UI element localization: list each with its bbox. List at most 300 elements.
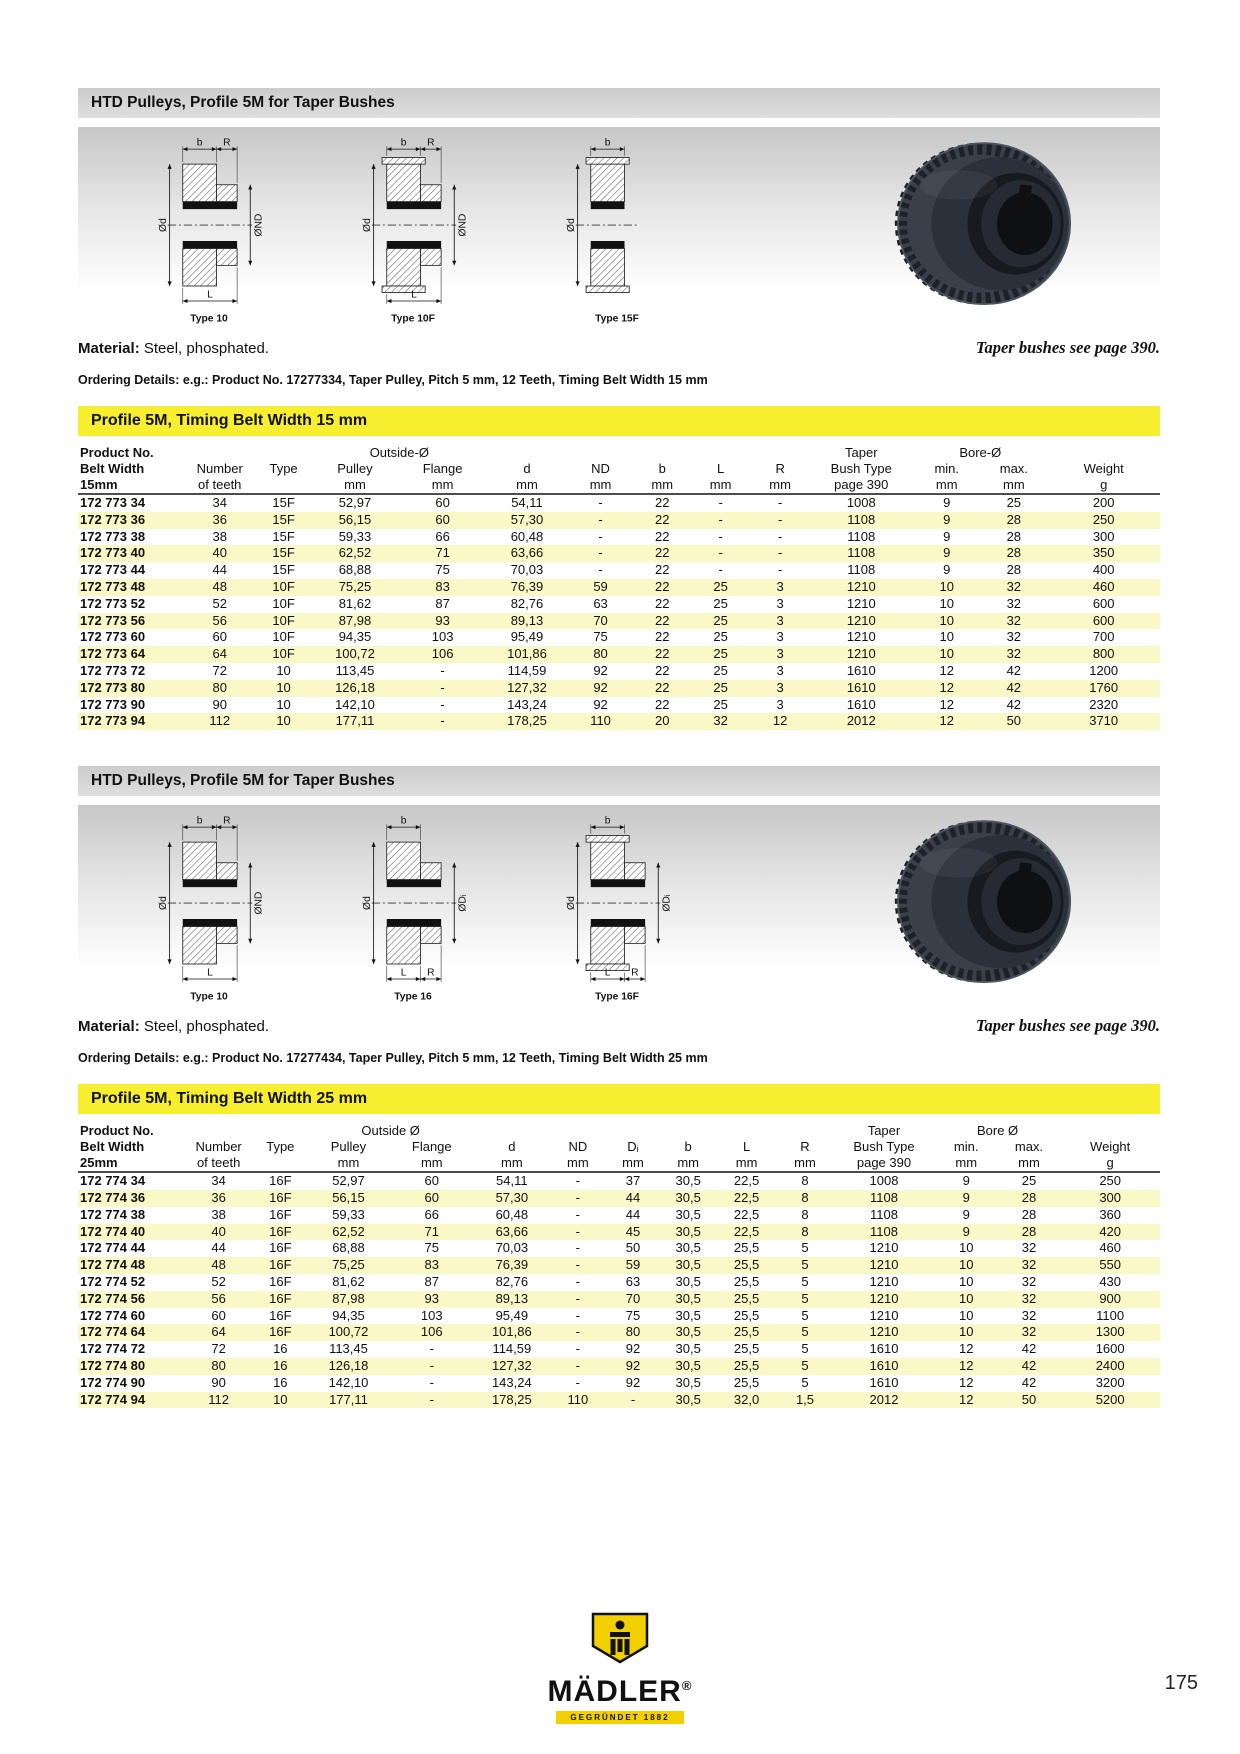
column-header: Pulley [337, 461, 373, 476]
cell: 76,39 [495, 1257, 529, 1273]
column-header: b [658, 461, 666, 476]
column-header: mm [606, 1155, 660, 1172]
cell: 113,45 [329, 1341, 368, 1357]
cell: 82,76 [510, 595, 544, 611]
cell: 114,59 [507, 662, 547, 678]
cell: 28 [1006, 562, 1022, 578]
product-no-cell: 172 773 64 [80, 646, 146, 662]
header-row [78, 1139, 1160, 1155]
column-header [487, 445, 809, 461]
column-header: Bush Type [853, 1139, 915, 1155]
cell: 32 [1021, 1273, 1037, 1289]
cell: 22 [654, 662, 670, 678]
cell: 30,5 [675, 1257, 701, 1273]
pulley-photo-graphic [879, 133, 1104, 318]
cell: 112 [209, 713, 231, 729]
cell: 10 [939, 612, 954, 628]
column-header: of teeth [184, 477, 255, 494]
pulley-cross-section [542, 126, 692, 326]
spec-table [78, 1123, 1160, 1408]
cell: 22 [654, 646, 670, 662]
cell: 50 [1006, 713, 1022, 729]
cell: 2400 [1095, 1357, 1125, 1373]
column-header: page 390 [809, 477, 913, 494]
cell: - [429, 1374, 434, 1390]
cell: 10 [276, 662, 291, 678]
cell: 93 [435, 612, 450, 628]
spec-table [78, 445, 1160, 730]
table-row [78, 1224, 1160, 1241]
cell: 22 [654, 612, 670, 628]
dim-label: b [604, 136, 611, 148]
column-header [1060, 1123, 1160, 1139]
cell: 60 [211, 1307, 226, 1323]
cell: 60 [424, 1189, 439, 1205]
cell: - [598, 528, 603, 544]
table-row [78, 1392, 1160, 1409]
cell: 60,48 [510, 528, 544, 544]
cell: 1108 [847, 528, 876, 544]
column-header: mm [390, 1155, 474, 1172]
technical-drawings [78, 126, 692, 331]
cell: 1210 [869, 1290, 899, 1306]
cell: 25,5 [733, 1374, 760, 1390]
table-row [78, 1190, 1160, 1207]
dim-label: b [196, 136, 203, 148]
cell: 60 [435, 511, 450, 527]
cell: 25 [1021, 1173, 1037, 1189]
material-label: Material: [78, 340, 140, 357]
cell: 63 [625, 1273, 641, 1289]
column-header: ND [591, 461, 610, 476]
product-no-cell: 172 773 90 [80, 696, 146, 712]
cell: 10 [958, 1273, 974, 1289]
product-no-cell: 172 773 36 [80, 511, 146, 527]
column-header: of teeth [184, 1155, 253, 1172]
cell: 10F [272, 646, 295, 662]
column-header: Type [266, 1139, 295, 1155]
table-title-bar [78, 1084, 1160, 1114]
cell: 36 [211, 1189, 226, 1205]
drawing-type-10f [338, 126, 488, 331]
cell: 1108 [847, 545, 876, 561]
cell: 25 [713, 578, 728, 594]
cell: 82,76 [495, 1273, 529, 1289]
product-no-cell: 172 774 38 [80, 1206, 146, 1222]
cell: 80 [593, 646, 608, 662]
column-header: Weight [1083, 461, 1124, 476]
cell: 72 [212, 662, 227, 678]
registered-mark: ® [681, 1678, 693, 1693]
spec-table-25mm [78, 1123, 1160, 1408]
dim-label: R [223, 815, 231, 827]
cell: 16 [273, 1374, 288, 1390]
column-header [255, 477, 311, 494]
column-header: Type [269, 461, 298, 476]
founded-ribbon: GEGRÜNDET 1882 [556, 1711, 683, 1724]
page-number: 175 [1164, 1672, 1198, 1694]
cell: 101,86 [491, 1324, 532, 1340]
table-row [78, 1274, 1160, 1291]
cell: 16F [269, 1257, 292, 1273]
cell: 2320 [1089, 696, 1119, 712]
cell: 12 [939, 679, 954, 695]
cell: 110 [590, 713, 611, 729]
cell: 103 [431, 629, 454, 645]
cell: 22,5 [733, 1206, 760, 1222]
cell: 10 [939, 595, 954, 611]
cell: 5 [801, 1240, 809, 1256]
cell: 106 [431, 646, 454, 662]
cell: 20 [654, 713, 670, 729]
cell: 60,48 [495, 1206, 529, 1222]
cell: 3 [776, 696, 784, 712]
technical-drawings [78, 804, 692, 1009]
table-row [78, 512, 1160, 529]
cell: 87,98 [332, 1290, 365, 1306]
table-row [78, 1207, 1160, 1224]
column-header: mm [751, 477, 809, 494]
cell: 30,5 [675, 1173, 701, 1189]
cell: 32 [1006, 646, 1022, 662]
cell: 42 [1006, 662, 1022, 678]
cell: - [575, 1273, 580, 1289]
cell: 57,30 [510, 511, 544, 527]
cell: 48 [211, 1257, 226, 1273]
table-row [78, 1172, 1160, 1190]
dim-label: ØDᵢ [661, 894, 673, 912]
cell: 1108 [869, 1189, 898, 1205]
cell: 420 [1099, 1223, 1122, 1239]
table-row [78, 1291, 1160, 1308]
cell: 5 [801, 1324, 809, 1340]
cell: 34 [211, 1173, 226, 1189]
cell: 3200 [1095, 1374, 1125, 1390]
cell: 90 [211, 1374, 226, 1390]
cell: - [630, 1391, 636, 1407]
cell: 22 [654, 578, 670, 594]
column-header: R [775, 461, 785, 476]
table-row [78, 1358, 1160, 1375]
cell: 3 [776, 612, 784, 628]
dim-label: Ød [565, 217, 577, 232]
dim-label: L [604, 966, 611, 978]
column-header: page 390 [833, 1155, 935, 1172]
cell: 22 [654, 629, 670, 645]
cell: 25,5 [733, 1240, 760, 1256]
cell: 30,5 [675, 1273, 701, 1289]
header-row [78, 461, 1160, 477]
cell: 600 [1092, 612, 1115, 628]
cell: 30,5 [675, 1206, 701, 1222]
cell: 37 [625, 1173, 641, 1189]
cell: 106 [420, 1324, 443, 1340]
cell: 1008 [869, 1173, 899, 1189]
cell: 142,10 [328, 1374, 369, 1390]
column-header: mm [312, 477, 399, 494]
cell: 32,0 [733, 1391, 760, 1407]
cell: 10 [958, 1290, 974, 1306]
cell: 10F [272, 578, 295, 594]
cell: 44 [625, 1189, 641, 1205]
column-header: mm [777, 1155, 833, 1172]
cell: 5 [801, 1341, 809, 1357]
cell: - [718, 511, 723, 527]
cell: 12 [958, 1391, 974, 1407]
product-no-cell: 172 773 52 [80, 595, 146, 611]
madler-emblem-icon [591, 1612, 649, 1664]
cell: 9 [943, 545, 951, 561]
cell: 178,25 [507, 713, 547, 729]
cell: 16F [269, 1189, 292, 1205]
cell: 1610 [869, 1341, 899, 1357]
cell: 32 [1006, 612, 1022, 628]
cell: 200 [1092, 495, 1115, 510]
product-no-cell: 172 773 38 [80, 528, 146, 544]
column-header: Bore Ø [976, 1123, 1019, 1139]
cell: - [598, 511, 603, 527]
cell: 25,5 [733, 1324, 760, 1340]
cell: 600 [1092, 595, 1115, 611]
product-no-cell: 172 773 44 [80, 562, 146, 578]
column-header: mm [307, 1155, 389, 1172]
cell: 3710 [1089, 713, 1119, 729]
cell: 22 [654, 679, 670, 695]
product-no-cell: 172 774 60 [80, 1307, 146, 1323]
cell: 10F [272, 629, 295, 645]
cell: 1210 [869, 1307, 899, 1323]
cell: 81,62 [338, 595, 372, 611]
cell: 70,03 [510, 562, 544, 578]
cell: 81,62 [332, 1273, 365, 1289]
column-header: Belt Width [80, 461, 145, 476]
cell: 30,5 [675, 1341, 701, 1357]
cell: 44 [625, 1206, 641, 1222]
cell: 62,52 [338, 545, 372, 561]
cell: 32 [1021, 1240, 1037, 1256]
cell: - [440, 696, 445, 712]
column-header: Belt Width [80, 1139, 145, 1155]
cell: 900 [1099, 1290, 1122, 1306]
product-no-cell: 172 773 72 [80, 662, 146, 678]
cell: - [440, 662, 445, 678]
column-header [253, 1155, 307, 1172]
dim-label: R [427, 966, 435, 978]
cell: 66 [424, 1206, 439, 1222]
cell: 94,35 [332, 1307, 365, 1323]
column-header: Number [196, 461, 243, 476]
cell: 80 [211, 1357, 226, 1373]
cell: 1610 [846, 662, 876, 678]
product-no-cell: 172 774 44 [80, 1240, 146, 1256]
drawing-caption: Type 16 [394, 991, 432, 1003]
dim-label: L [207, 966, 213, 978]
cell: 32 [1021, 1257, 1037, 1273]
cell: 2012 [846, 713, 876, 729]
section-header-bar [78, 766, 1160, 796]
cell: - [575, 1341, 580, 1357]
column-header [184, 445, 312, 461]
cell: 80 [212, 679, 227, 695]
cell: 1108 [869, 1223, 898, 1239]
cell: 5 [801, 1273, 809, 1289]
drawing-type-10 [134, 804, 284, 1009]
taper-bush-note: Taper bushes see page 390. [975, 338, 1160, 357]
column-header [1047, 445, 1160, 461]
cell: 100,72 [335, 646, 375, 662]
cell: 1108 [869, 1206, 898, 1222]
cell: 12 [939, 696, 954, 712]
cell: 68,88 [332, 1240, 365, 1256]
cell: 8 [801, 1223, 809, 1239]
cell: 92 [625, 1357, 641, 1373]
cell: 2012 [869, 1391, 899, 1407]
section-title: HTD Pulleys, Profile 5M for Taper Bushes [91, 772, 395, 790]
product-no-cell: 172 773 34 [80, 495, 146, 510]
cell: 110 [567, 1391, 589, 1407]
cell: 1210 [846, 578, 876, 594]
column-header: mm [998, 1155, 1061, 1172]
column-header: Flange [422, 461, 463, 476]
cell: 5 [801, 1357, 809, 1373]
cell: - [598, 562, 603, 578]
cell: 25,5 [733, 1357, 760, 1373]
cell: 8 [801, 1173, 809, 1189]
cell: 10 [939, 629, 954, 645]
cell: 30,5 [675, 1290, 701, 1306]
column-header: mm [660, 1155, 716, 1172]
cell: 94,35 [338, 629, 372, 645]
cell: 101,86 [507, 646, 547, 662]
column-header: Number [195, 1139, 242, 1155]
cell: 25 [713, 629, 728, 645]
cell: 76,39 [510, 578, 544, 594]
product-no-cell: 172 774 56 [80, 1290, 146, 1306]
cell: - [575, 1290, 580, 1306]
cell: 1,5 [795, 1391, 815, 1407]
cell: 8 [801, 1206, 809, 1222]
cell: 42 [1021, 1341, 1037, 1357]
cell: 350 [1092, 545, 1115, 561]
cell: 92 [593, 662, 608, 678]
material-value: Steel, phosphated. [143, 1018, 269, 1036]
column-header: mm [716, 1155, 777, 1172]
cell: 54,11 [496, 1173, 528, 1189]
cell: 1760 [1089, 679, 1119, 695]
dim-label: ØND [253, 213, 265, 237]
cell: 48 [212, 578, 227, 594]
header-row [78, 1123, 1160, 1139]
cell: 22 [654, 528, 670, 544]
column-header [474, 1123, 833, 1139]
cell: 10F [272, 595, 295, 611]
column-header: d [508, 1139, 516, 1155]
cell: 25,5 [733, 1257, 760, 1273]
cell: 60 [424, 1173, 439, 1189]
cell: 32 [1021, 1290, 1037, 1306]
column-header: mm [567, 477, 634, 494]
cell: 5200 [1095, 1391, 1125, 1407]
table-title: Profile 5M, Timing Belt Width 25 mm [91, 1090, 368, 1108]
cell: 177,11 [335, 713, 375, 729]
cell: 1008 [846, 495, 876, 510]
cell: - [575, 1357, 580, 1373]
cell: 12 [958, 1357, 974, 1373]
cell: 44 [212, 562, 227, 578]
cell: 5 [801, 1290, 809, 1306]
drawing-caption: Type 10F [391, 313, 435, 325]
cell: 1610 [846, 696, 876, 712]
product-no-cell: 172 774 72 [80, 1341, 146, 1357]
column-header: Taper [845, 445, 878, 460]
cell: - [575, 1223, 580, 1239]
material-label: Material: [78, 1018, 140, 1036]
cell: 22 [654, 511, 670, 527]
cell: 45 [625, 1223, 641, 1239]
cell: 92 [593, 696, 608, 712]
cell: 30,5 [675, 1391, 701, 1407]
cell: 83 [424, 1257, 439, 1273]
cell: 59,33 [338, 528, 372, 544]
cell: - [777, 562, 783, 578]
cell: 44 [211, 1240, 226, 1256]
cell: 30,5 [675, 1189, 701, 1205]
cell: 28 [1021, 1223, 1037, 1239]
table-row [78, 1375, 1160, 1392]
section-header-bar [78, 88, 1160, 118]
cell: 9 [962, 1223, 970, 1239]
cell: 25 [713, 595, 728, 611]
cell: 3 [776, 646, 784, 662]
material-row [78, 1015, 1160, 1038]
cell: 12 [772, 713, 788, 729]
cell: 28 [1006, 545, 1022, 561]
cell: 1100 [1096, 1307, 1125, 1323]
cell: 114,59 [492, 1341, 532, 1357]
dim-label: b [196, 815, 203, 827]
cell: 62,52 [332, 1223, 365, 1239]
cell: 25,5 [733, 1341, 760, 1357]
cell: 5 [801, 1257, 809, 1273]
cell: 1600 [1095, 1341, 1125, 1357]
table-row [78, 613, 1160, 630]
cell: 90 [212, 696, 227, 712]
cell: 80 [625, 1324, 641, 1340]
table-row [78, 629, 1160, 646]
cell: 1200 [1089, 662, 1119, 678]
dim-label: Ød [157, 895, 169, 910]
cell: 32 [1006, 595, 1022, 611]
cell: 16F [269, 1240, 292, 1256]
cell: 300 [1092, 528, 1115, 544]
cell: 9 [943, 528, 951, 544]
spec-table-15mm [78, 445, 1160, 730]
cell: 113,45 [335, 662, 375, 678]
cell: - [777, 528, 783, 544]
dim-label: ØDᵢ [457, 894, 469, 912]
cell: 10 [958, 1257, 974, 1273]
cell: 75,25 [338, 578, 372, 594]
cell: - [777, 495, 783, 510]
cell: 25,5 [733, 1307, 760, 1323]
ordering-details: Ordering Details: e.g.: Product No. 17277434, Taper Pulley, Pitch 5 mm, 12 Teeth, Timing Belt Width 25 mm [78, 1051, 708, 1066]
cell: - [575, 1189, 580, 1205]
cell: 16F [269, 1307, 292, 1323]
cell: 15F [272, 528, 295, 544]
column-header: Flange [411, 1139, 452, 1155]
drawing-panel [78, 805, 1160, 1007]
cell: 460 [1099, 1240, 1122, 1256]
